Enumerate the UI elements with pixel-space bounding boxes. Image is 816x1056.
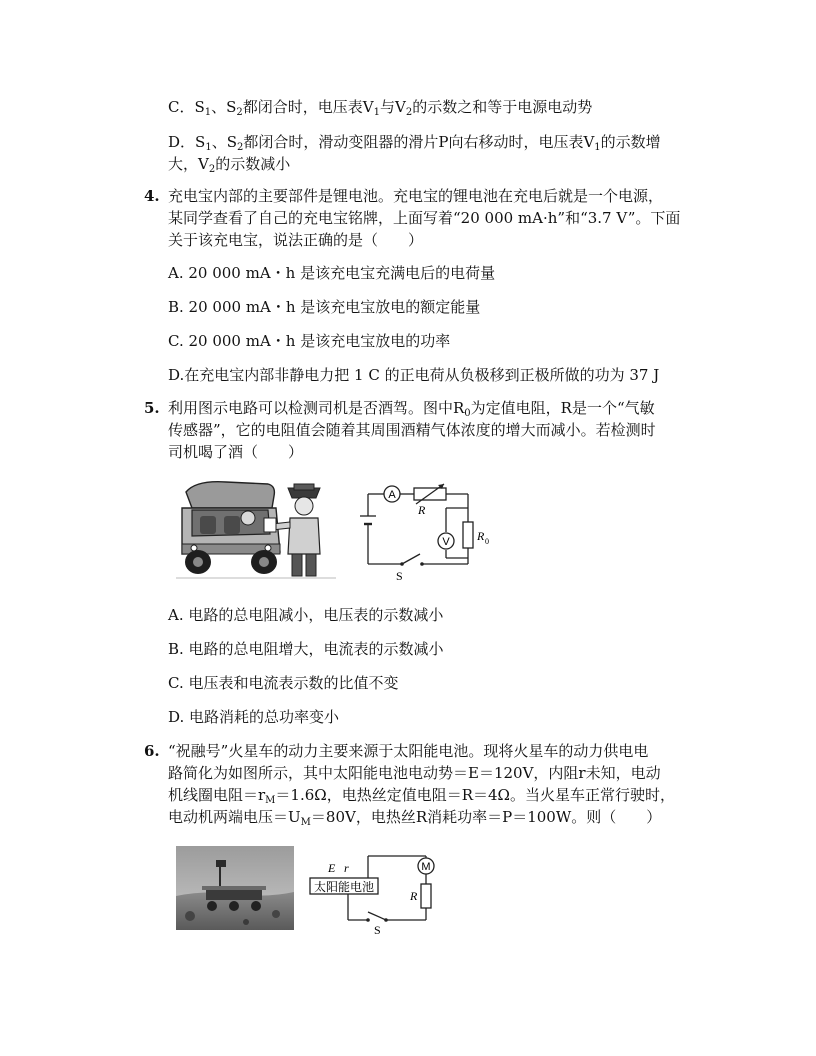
fixed-resistor-label: R [477, 529, 485, 543]
q6-stem-line1: “祝融号”火星车的动力主要来源于太阳能电池。现将火星车的动力供电电 [168, 742, 649, 760]
switch-label: S [396, 569, 403, 583]
fixed-resistor-subscript: 0 [485, 537, 489, 546]
q4-option-c: C. 20 000 mA・h 是该充电宝放电的功率 [168, 332, 451, 350]
q6-switch-label: S [374, 923, 381, 934]
heater-resistor-label: R [410, 889, 418, 903]
q6-number: 6. [144, 742, 160, 760]
q4-stem-line3: 关于该充电宝，说法正确的是（ ） [168, 231, 424, 249]
q5-circuit-diagram [356, 478, 500, 588]
q6-mars-rover-photo [176, 846, 294, 930]
q4-option-a: A. 20 000 mA・h 是该充电宝充满电后的电荷量 [168, 264, 496, 282]
q6-stem-line2: 路简化为如图所示，其中太阳能电池电动势＝E＝120V，内阻r未知，电动 [168, 764, 661, 782]
q5-breathalyzer-illustration [176, 478, 336, 582]
q6-circuit-diagram [304, 850, 454, 934]
q6-stem-line4: 电动机两端电压$=U_M=80V$，电热丝R消耗功率＝P＝100W。则（ ） [168, 808, 662, 828]
q3-option-d-line1: D．$S_1$、$S_2$都闭合时，滑动变阻器的滑片P向右移动时，电压表$V_1$的示数增 [168, 133, 661, 153]
q4-number: 4. [144, 187, 160, 205]
motor-label: M [421, 861, 431, 873]
q4-option-b: B. 20 000 mA・h 是该充电宝放电的额定能量 [168, 298, 481, 316]
emf-label: E [328, 861, 336, 875]
internal-resistance-label: r [344, 861, 349, 875]
q5-option-d: D. 电路消耗的总功率变小 [168, 708, 340, 726]
solar-battery-label: 太阳能电池 [313, 880, 375, 894]
q5-stem-line1: 利用图示电路可以检测司机是否酒驾。图中$R_0$为定值电阻，R是一个“气敏 [168, 399, 655, 419]
sensor-resistor-label: R [418, 503, 426, 517]
q6-stem-line3: 机线圈电阻$=r_M=1.6\Omega$，电热丝定值电阻＝R＝4Ω。当火星车正常行驶时， [168, 786, 675, 806]
q5-stem-line2: 传感器”，它的电阻值会随着其周围酒精气体浓度的增大而减小。若检测时 [168, 421, 656, 439]
q5-option-c: C. 电压表和电流表示数的比值不变 [168, 674, 399, 692]
q5-option-a: A. 电路的总电阻减小，电压表的示数减小 [168, 606, 444, 624]
q5-stem-line3: 司机喝了酒（ ） [168, 443, 304, 461]
voltmeter-label: V [442, 536, 450, 548]
q5-option-b: B. 电路的总电阻增大，电流表的示数减小 [168, 640, 444, 658]
q4-stem-line1: 充电宝内部的主要部件是锂电池。充电宝的锂电池在充电后就是一个电源， [168, 187, 664, 205]
q4-option-d: D.在充电宝内部非静电力把 1 C 的正电荷从负极移到正极所做的功为 37 J [168, 366, 660, 384]
q3-option-d-line2: 大，$V_2$的示数减小 [168, 155, 291, 175]
q5-number: 5. [144, 399, 160, 417]
ammeter-label: A [388, 489, 396, 501]
q3-option-c: C．$S_1$、$S_2$都闭合时，电压表$V_1$与$V_2$的示数之和等于电源电动势 [168, 98, 593, 118]
q4-stem-line2: 某同学查看了自己的充电宝铭牌，上面写着“20 000 mA·h”和“3.7 V”。下面 [168, 209, 681, 227]
